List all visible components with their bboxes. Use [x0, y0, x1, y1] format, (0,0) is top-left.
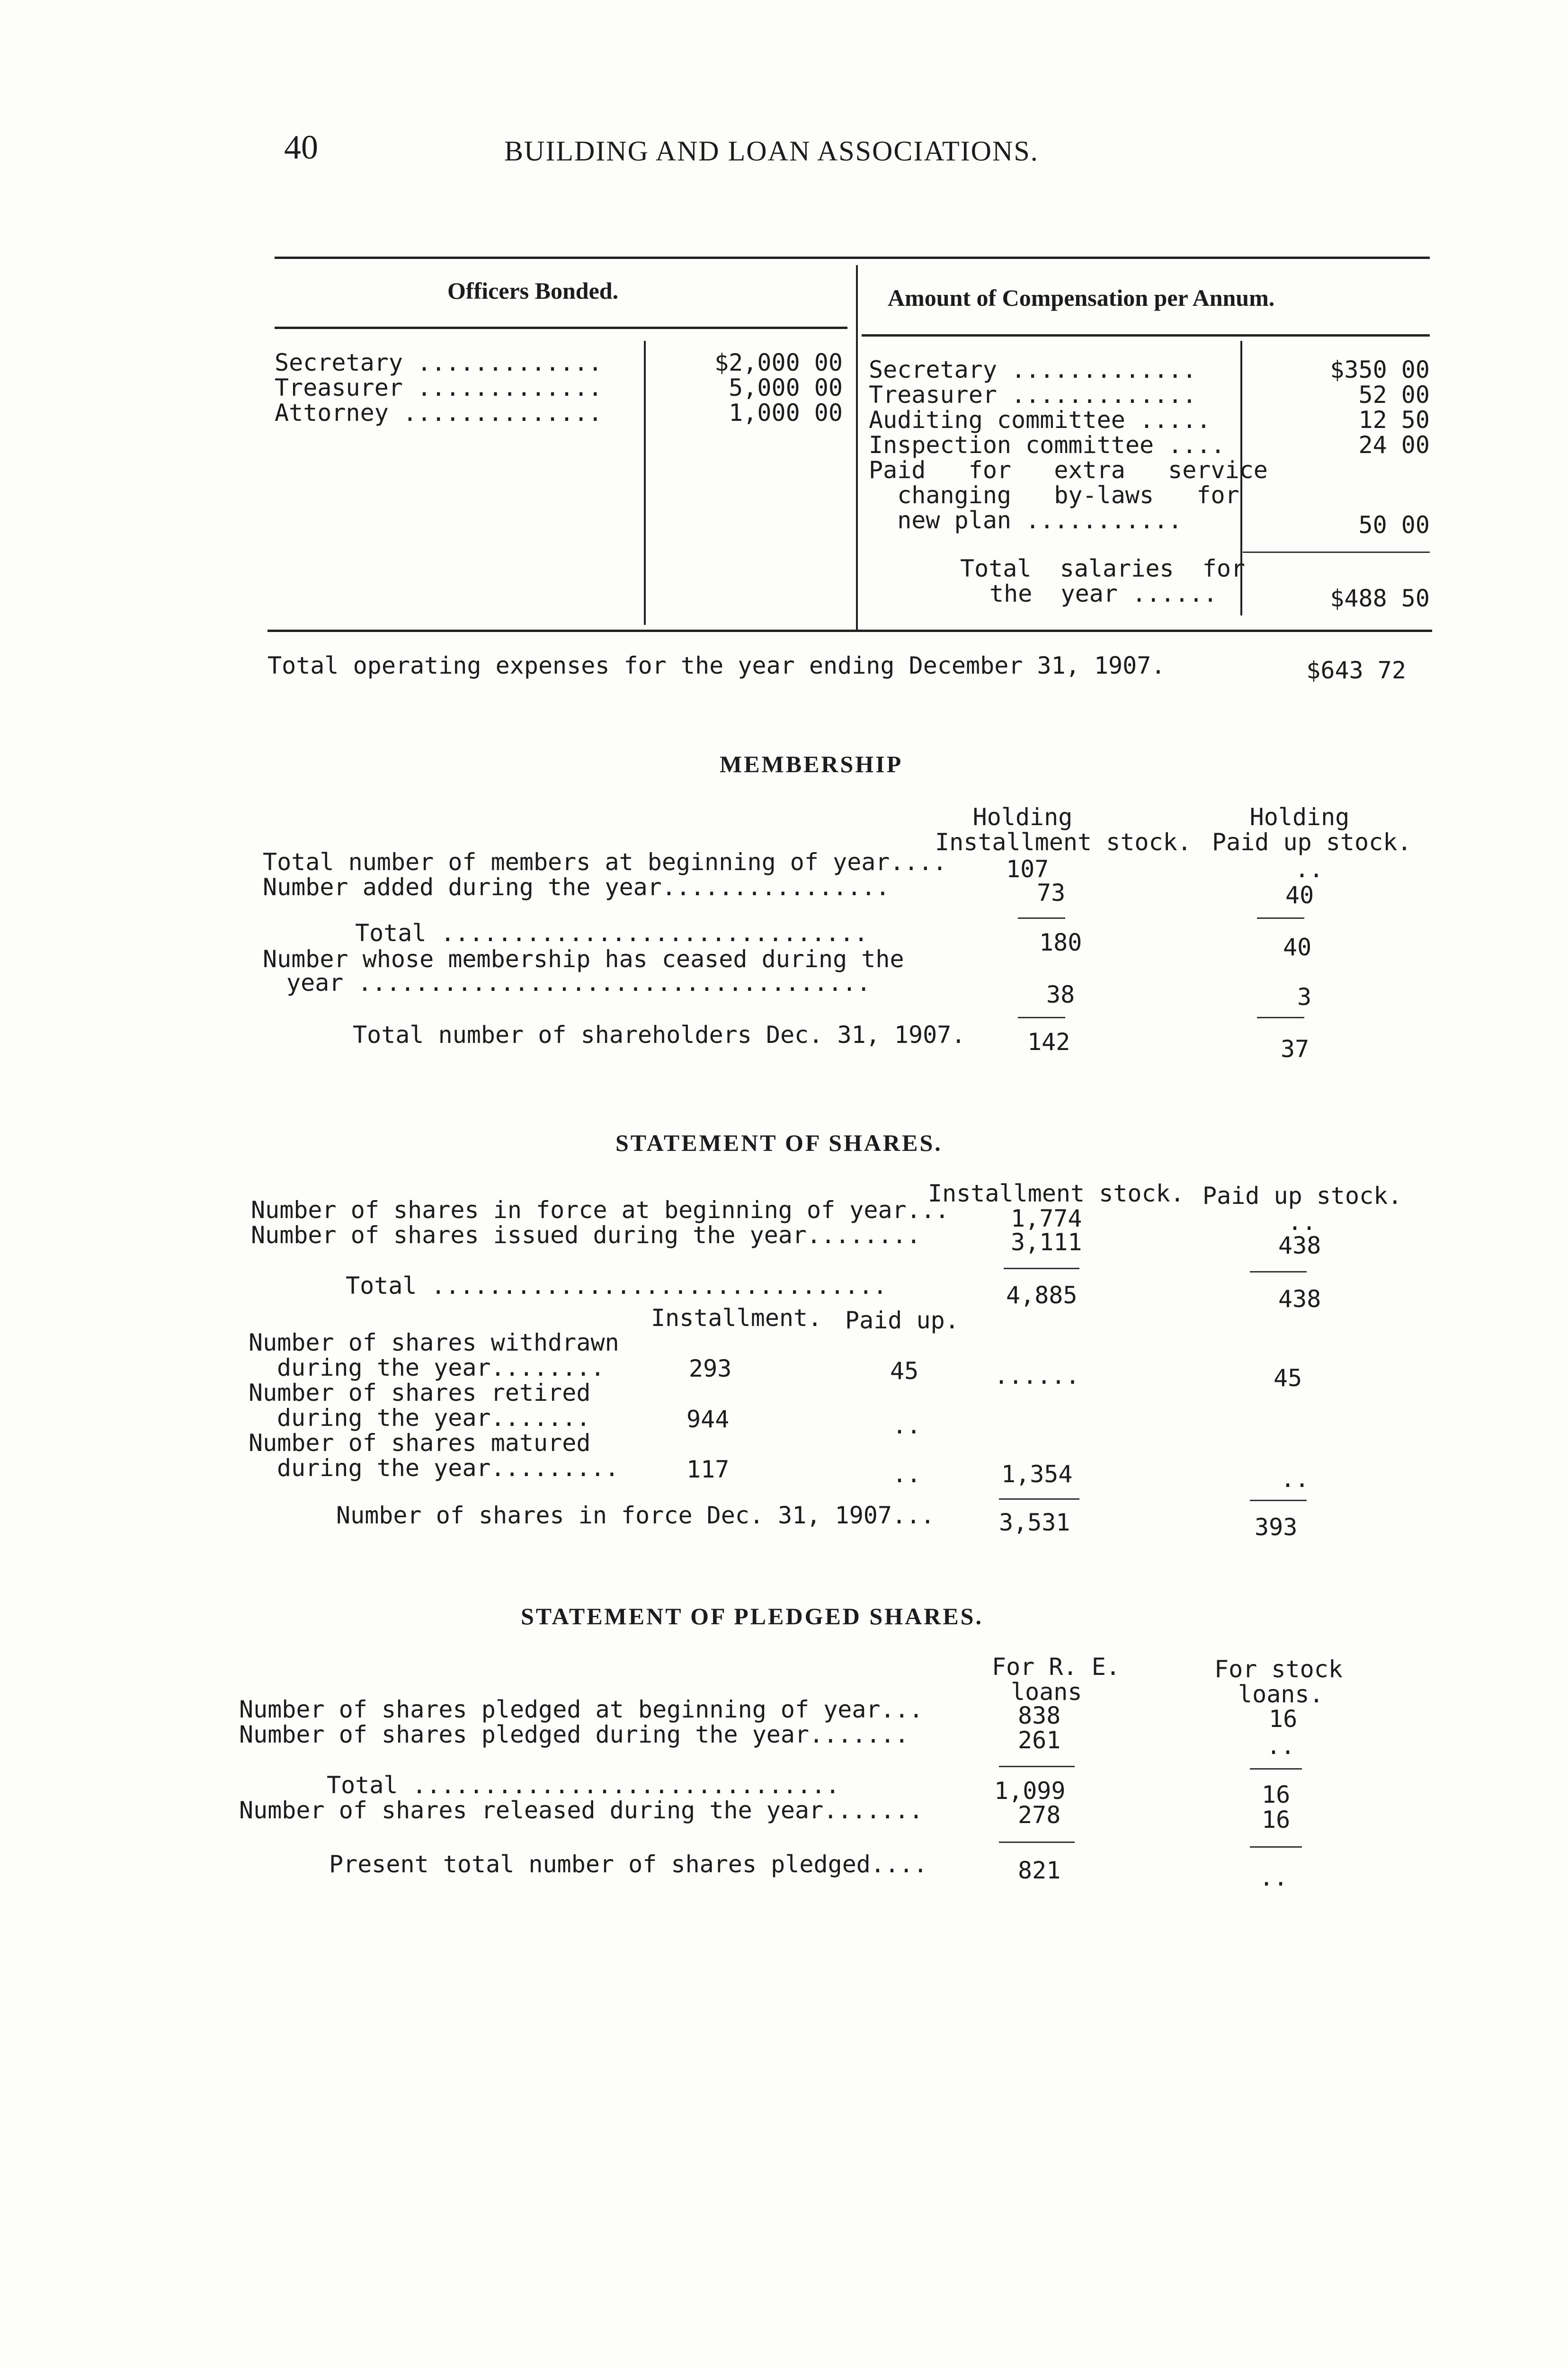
shares-value: 438 [1278, 1232, 1321, 1259]
membership-value: 38 [1046, 981, 1075, 1008]
pledged-value: 261 [1018, 1726, 1061, 1754]
sum-rule [1250, 1846, 1302, 1848]
shares-total-label: Total ................................ [346, 1272, 887, 1299]
sum-rule [1250, 1768, 1302, 1770]
shares-sub-value: .. [892, 1460, 921, 1488]
pledged-col1-header: loans [1011, 1678, 1082, 1706]
bonded-amount: 5,000 00 [729, 374, 843, 401]
page-title: BUILDING AND LOAN ASSOCIATIONS. [504, 135, 1039, 167]
pledged-value: 16 [1262, 1781, 1291, 1808]
membership-total-label: Total .............................. [355, 919, 868, 947]
shares-sub-value: 117 [686, 1456, 730, 1483]
compensation-label: new plan ........... [869, 507, 1183, 534]
left-heading-rule [275, 327, 847, 329]
pledged-row-label: Number of shares released during the year....... [239, 1797, 923, 1824]
shares-col2-header: Paid up stock. [1203, 1182, 1402, 1210]
table-top-rule [275, 257, 1430, 259]
compensation-amount: 50 00 [1358, 511, 1430, 539]
compensation-amount: 52 00 [1358, 381, 1430, 409]
membership-row-label: Number added during the year................ [263, 873, 890, 901]
compensation-amount: $350 00 [1330, 356, 1430, 383]
shares-sub-value: 45 [890, 1357, 919, 1385]
total-salaries-label: the year ...... [989, 580, 1218, 607]
pledged-value: .. [1266, 1732, 1295, 1760]
pledged-total-label: Total .............................. [327, 1771, 840, 1799]
shares-row-label: Number of shares in force at beginning of year... [251, 1196, 950, 1224]
subtotal-rule [1243, 552, 1430, 553]
total-salaries-amount: $488 50 [1330, 585, 1430, 612]
sum-rule [1018, 1017, 1065, 1018]
shares-value: 438 [1278, 1285, 1321, 1313]
pledged-final-label: Present total number of shares pledged.... [329, 1851, 928, 1878]
bonded-label: Secretary ............. [275, 349, 603, 376]
shares-heading: STATEMENT OF SHARES. [615, 1130, 943, 1156]
shares-value: 1,774 [1011, 1205, 1082, 1232]
operating-expenses-amount: $643 72 [1306, 657, 1406, 684]
membership-value: 40 [1285, 881, 1314, 909]
shares-row-label: during the year........ [277, 1354, 605, 1381]
shares-value: ...... [994, 1362, 1080, 1389]
sum-rule [1257, 1017, 1304, 1018]
membership-value: 142 [1027, 1028, 1070, 1056]
compensation-amount: 12 50 [1358, 406, 1430, 434]
pledged-row-label: Number of shares pledged at beginning of year... [239, 1696, 923, 1723]
shares-row-label: Number of shares withdrawn [249, 1329, 619, 1356]
right-heading-rule [862, 334, 1430, 337]
pledged-value: 16 [1262, 1806, 1291, 1833]
shares-row-label: Number of shares retired [249, 1379, 591, 1406]
total-salaries-label: Total salaries for [960, 555, 1246, 582]
shares-row-label: during the year....... [277, 1404, 591, 1432]
membership-heading: MEMBERSHIP [720, 751, 903, 777]
compensation-label: Auditing committee ..... [869, 406, 1211, 434]
pledged-col2-header: For stock [1214, 1655, 1343, 1683]
membership-value: 37 [1281, 1035, 1310, 1063]
shares-value: 1,354 [1001, 1460, 1073, 1488]
shares-value: .. [1281, 1465, 1310, 1493]
bonded-amount: 1,000 00 [729, 399, 843, 427]
membership-row-label: Number whose membership has ceased during the [263, 945, 904, 973]
officers-bonded-heading: Officers Bonded. [447, 277, 619, 304]
operating-expenses-label: Total operating expenses for the year ending December 31, 1907. [267, 652, 1166, 679]
shares-sub-header: Paid up. [845, 1307, 959, 1334]
compensation-amount: 24 00 [1358, 431, 1430, 459]
shares-sub-value: 944 [686, 1406, 730, 1433]
sum-rule [1004, 1268, 1079, 1269]
sum-rule [1257, 917, 1304, 919]
shares-sub-value: 293 [689, 1355, 732, 1382]
membership-value: 107 [1006, 855, 1049, 883]
shares-sub-header: Installment. [651, 1304, 822, 1332]
sum-rule [1018, 917, 1065, 919]
left-amount-divider [644, 341, 646, 625]
membership-col2-header: Paid up stock. [1212, 828, 1412, 856]
bonded-label: Treasurer ............. [275, 374, 603, 401]
sum-rule [999, 1766, 1075, 1767]
compensation-label: Inspection committee .... [869, 431, 1225, 459]
shares-value: 3,531 [999, 1509, 1070, 1536]
pledged-row-label: Number of shares pledged during the year....... [239, 1721, 909, 1748]
sum-rule [999, 1498, 1079, 1500]
membership-col1-header: Installment stock. [935, 828, 1192, 856]
compensation-label: Paid for extra service [869, 456, 1268, 484]
shares-value: 45 [1274, 1364, 1302, 1392]
shares-final-label: Number of shares in force Dec. 31, 1907... [336, 1502, 935, 1529]
shares-sub-value: .. [892, 1412, 921, 1439]
membership-value: .. [1295, 855, 1324, 883]
membership-row-label: year .................................... [286, 969, 871, 997]
membership-col2-header: Holding [1249, 803, 1350, 831]
membership-value: 73 [1037, 879, 1066, 907]
table-bottom-rule [267, 630, 1432, 632]
pledged-heading: STATEMENT OF PLEDGED SHARES. [521, 1603, 983, 1629]
compensation-heading: Amount of Compensation per Annum. [888, 285, 1275, 311]
shares-col1-header: Installment stock. [928, 1180, 1185, 1207]
pledged-value: 16 [1269, 1705, 1298, 1733]
membership-value: 180 [1039, 929, 1082, 956]
pledged-value: 278 [1018, 1801, 1061, 1829]
pledged-value: .. [1259, 1864, 1288, 1891]
sum-rule [999, 1842, 1075, 1843]
pledged-value: 821 [1018, 1857, 1061, 1884]
shares-value: .. [1288, 1208, 1317, 1236]
pledged-col1-header: For R. E. [992, 1653, 1120, 1681]
shares-row-label: Number of shares issued during the year........ [251, 1221, 921, 1249]
page-number: 40 [284, 128, 318, 166]
sum-rule [1250, 1500, 1307, 1501]
shares-row-label: Number of shares matured [249, 1429, 591, 1457]
bonded-label: Attorney .............. [275, 399, 603, 427]
compensation-label: Secretary ............. [869, 356, 1197, 383]
membership-final-label: Total number of shareholders Dec. 31, 1907. [353, 1021, 966, 1049]
table-center-divider [856, 265, 858, 630]
sum-rule [1250, 1271, 1307, 1272]
compensation-label: changing by-laws for [869, 481, 1239, 509]
shares-row-label: during the year......... [277, 1454, 619, 1482]
bonded-amount: $2,000 00 [714, 349, 843, 376]
shares-value: 393 [1255, 1513, 1298, 1541]
shares-value: 3,111 [1011, 1228, 1082, 1256]
membership-row-label: Total number of members at beginning of year.... [263, 848, 947, 876]
pledged-col2-header: loans. [1238, 1681, 1324, 1708]
membership-value: 40 [1283, 934, 1312, 961]
shares-value: 4,885 [1006, 1281, 1078, 1309]
compensation-label: Treasurer ............. [869, 381, 1197, 409]
pledged-value: 1,099 [994, 1777, 1066, 1805]
membership-col1-header: Holding [972, 803, 1073, 831]
pledged-value: 838 [1018, 1702, 1061, 1729]
membership-value: 3 [1297, 983, 1312, 1011]
